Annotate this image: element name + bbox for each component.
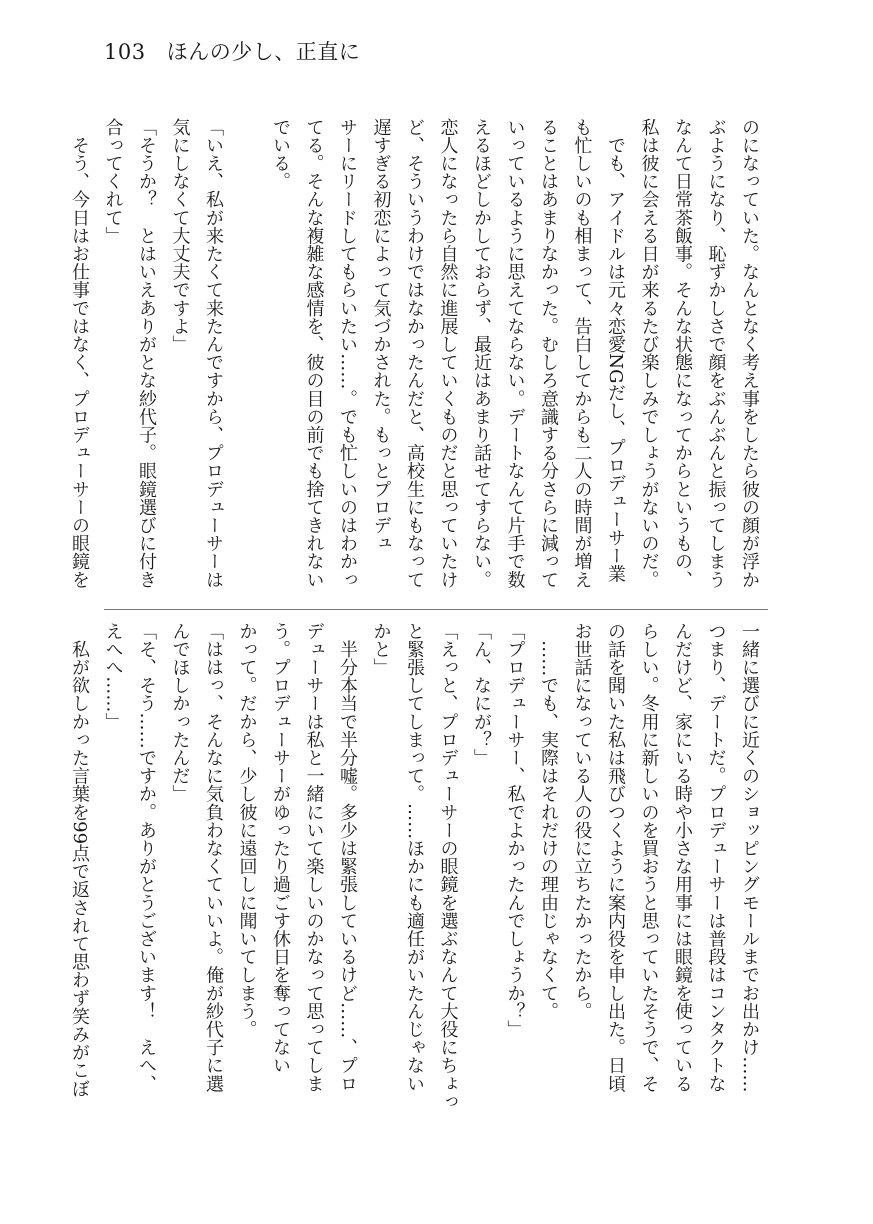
text-line: 合ってくれて」 xyxy=(102,118,124,245)
text-line: かって。だから、少し彼に遠回しに聞いてしまう。 xyxy=(236,622,258,1039)
text-line: えへへ……」 xyxy=(102,622,124,731)
text-line: も忙しいのも相まって、告白してからも二人の時間が増え xyxy=(571,118,593,589)
running-header xyxy=(104,36,360,66)
text-line: 「いえ、私が来たくて来たんですから、プロデューサーは xyxy=(203,118,224,589)
text-line: かと」 xyxy=(370,622,392,677)
text-line: 「ん、なにが？」 xyxy=(471,622,492,767)
text-line: つまり、デートだ。プロデューサーは普段はコンタクトな xyxy=(705,622,727,1093)
tier-divider xyxy=(104,609,768,610)
text-line: デューサーは私と一緒にいて楽しいのかなって思ってしま xyxy=(303,622,325,1093)
text-line: 私は彼に会える日が来るたび楽しみでしょうがないのだ。 xyxy=(638,118,660,589)
lower-text-block xyxy=(69,622,766,1114)
text-line: お世話になっている人の役に立ちたかったから。 xyxy=(571,622,593,1021)
text-line: そう、今日はお仕事ではなく、プロデューサーの眼鏡を xyxy=(69,118,90,589)
text-line: ……でも、実際はそれだけの理由じゃなくて。 xyxy=(538,622,559,1021)
text-line: 遅すぎる初恋によって気づかされた。もっとプロデュ xyxy=(370,118,392,553)
text-line: 「そ、そう……ですか。ありがとうございます！ えへ、 xyxy=(136,622,157,1093)
text-line: ることはあまりなかった。むしろ意識する分さらに減って xyxy=(538,118,559,589)
text-line: 一緒に選びに近くのショッピングモールまでお出かけ…… xyxy=(739,622,760,1093)
text-line: 恋人になったら自然に進展していくものだと思っていたけ xyxy=(437,118,459,589)
blank-line xyxy=(230,118,264,602)
text-line: いっているように思えてならない。デートなんて片手で数 xyxy=(504,118,526,589)
text-line: のになっていた。なんとなく考え事をしたら彼の顔が浮か xyxy=(739,118,760,589)
text-line: 「そうか？ とはいえありがとな紗代子。眼鏡選びに付き xyxy=(136,118,157,589)
text-line: らしい。冬用に新しいのを買おうと思っていたそうで、そ xyxy=(638,622,660,1093)
text-line: 「ははっ、そんなに気負わなくていいよ。俺が紗代子に選 xyxy=(203,622,224,1093)
text-line: てる。そんな複雑な感情を、彼の目の前でも捨てきれない xyxy=(303,118,325,589)
upper-text-block xyxy=(69,118,766,602)
text-line: 「プロデューサー、私でよかったんでしょうか？」 xyxy=(504,622,526,1039)
text-line: 私が欲しかった言葉を99点で返されて思わず笑みがこぼ xyxy=(69,622,90,1098)
text-line: でも、アイドルは元々恋愛NGだし、プロデューサー業 xyxy=(605,118,626,583)
text-line: ぶようになり、恥ずかしさで顔をぶんぶんと振ってしまう xyxy=(705,118,727,589)
text-line: んでほしかったんだ」 xyxy=(169,622,191,803)
text-line: 半分本当で半分嘘。多少は緊張しているけど……、プロ xyxy=(337,622,358,1093)
text-line: サーにリードしてもらいたい……。でも忙しいのはわかっ xyxy=(337,118,358,589)
page-number: 103 xyxy=(104,40,146,64)
text-line: と緊張してしまって。……ほかにも適任がいたんじゃない xyxy=(404,622,425,1093)
text-line: の話を聞いた私は飛びつくように案内役を申し出た。日頃 xyxy=(605,622,626,1093)
text-line: 気にしなくて大丈夫ですよ」 xyxy=(169,118,191,354)
text-line: なんて日常茶飯事。そんな状態になってからというもの、 xyxy=(672,118,693,589)
text-line: う。プロデューサーがゆったり過ごす休日を奪ってない xyxy=(270,622,291,1075)
text-line: ど、そういうわけではなかったんだと、高校生にもなって xyxy=(404,118,425,589)
text-line: んだけど、家にいる時や小さな用事には眼鏡を使っている xyxy=(672,622,693,1093)
text-line: えるほどしかしておらず、最近はあまり話せてすらない。 xyxy=(471,118,492,589)
text-line: でいる。 xyxy=(270,118,291,191)
chapter-title: ほんの少し、正直に xyxy=(166,40,361,64)
text-line: 「えっと、プロデューサーの眼鏡を選ぶなんて大役にちょっ xyxy=(437,622,459,1111)
